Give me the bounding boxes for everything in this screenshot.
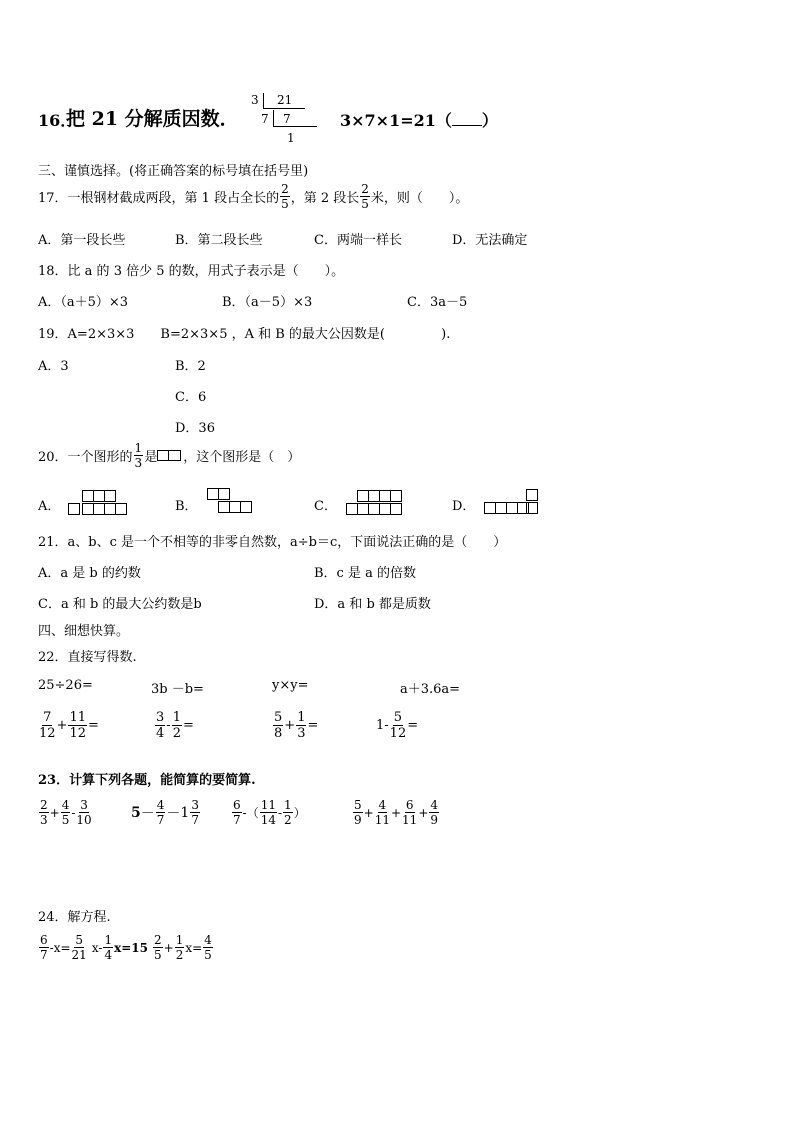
q20-fraction: $\frac{1}{3}$ (134, 441, 143, 470)
q21-option-a[interactable]: A．a 是 b 的约数 (38, 566, 141, 581)
q24-title: 24．解方程. (38, 910, 111, 925)
q21-option-b[interactable]: B．c 是 a 的倍数 (314, 566, 416, 581)
q20-option-c[interactable]: C． (314, 499, 337, 514)
section-3-heading: 三、谨慎选择。(将正确答案的标号填在括号里) (38, 164, 309, 179)
q22-row2-item3: $\frac{5}{8}$ + $\frac{1}{3}$ = (274, 710, 319, 741)
q22-row1-item4: a＋3.6a= (400, 682, 461, 697)
q21-option-d[interactable]: D．a 和 b 都是质数 (314, 597, 431, 612)
q17-option-a[interactable]: A．第一段长些 (38, 233, 126, 248)
q17-option-d[interactable]: D．无法确定 (452, 233, 528, 248)
q16-div-bottom: 1 (287, 131, 295, 145)
q17-fraction-1: $\frac{2}{5}$ (281, 182, 289, 211)
q20-square-2 (169, 450, 181, 461)
q16-text: 把 21 分解质因数． (66, 108, 239, 130)
q20-option-b[interactable]: B． (175, 499, 198, 514)
q20-text: 20．一个图形的 $\frac{1}{3}$ 是 ，这个图形是（ ） (38, 441, 301, 470)
q17-option-b[interactable]: B．第二段长些 (175, 233, 263, 248)
q22-title: 22．直接写得数. (38, 650, 137, 665)
q23-expr-1: $\frac{2}{3}$ + $\frac{4}{5}$ - $\frac{3}{10}$ (40, 798, 92, 827)
q20-option-d[interactable]: D． (452, 499, 476, 514)
q16-answer-blank[interactable] (452, 111, 482, 126)
q23-expr-3: $\frac{6}{7}$ -（ $\frac{11}{14}$ - $\frac{1}{2}$ ） (233, 798, 306, 827)
q16-result: 3×7×1=21（ ） (340, 111, 498, 130)
q16-div-line1 (263, 93, 264, 109)
q19-option-a[interactable]: A．3 (38, 359, 69, 374)
q17-option-c[interactable]: C．两端一样长 (314, 233, 402, 248)
q19-text: 19．A=2×3×3 B=2×3×5 ，A 和 B 的最大公因数是( ). (38, 327, 451, 342)
q24-equations: $\frac{6}{7}$ -x= $\frac{5}{21}$ x- $\frac{1}{4}$ x=15 $\frac{2}{5}$ + $\frac{1}{2}$ x= $\frac{4}{5}$ (40, 933, 212, 962)
q22-row2-item4: 1- $\frac{5}{12}$ = (376, 710, 419, 741)
q18-option-c[interactable]: C．3a－5 (407, 295, 468, 310)
q16-div-line3 (273, 110, 274, 127)
q16-number: 16． (38, 111, 77, 130)
q19-option-b[interactable]: B．2 (175, 359, 206, 374)
q19-option-c[interactable]: C．6 (175, 390, 207, 405)
q20-option-a[interactable]: A． (38, 499, 61, 514)
q21-option-c[interactable]: C．a 和 b 的最大公约数是b (38, 597, 202, 612)
q16-div-left1: 3 (251, 93, 259, 107)
q22-row1-item1: 25÷26= (38, 678, 93, 693)
q16-div-mid: 7 (283, 112, 291, 126)
q19-option-d[interactable]: D．36 (175, 421, 215, 436)
q23-expr-4: $\frac{5}{9}$ + $\frac{4}{11}$ + $\frac{6}{11}$ + $\frac{4}{9}$ (354, 798, 439, 827)
q21-text: 21．a、b、c 是一个不相等的非零自然数，a÷b＝c，下面说法正确的是（ ） (38, 535, 507, 550)
q16-div-top: 21 (277, 93, 293, 107)
q16-div-left2: 7 (261, 112, 269, 126)
q16-div-line2 (263, 108, 305, 109)
q17-text: 17．一根钢材截成两段，第 1 段占全长的 $\frac{2}{5}$ ，第 2 段长 $\frac{2}{5}$ 米，则（ ）。 (38, 182, 469, 211)
q22-row1-item3: y×y= (272, 678, 309, 693)
q20-square-1 (157, 450, 169, 461)
q23-title: 23．计算下列各题，能简算的要简算. (38, 773, 256, 788)
q18-option-b[interactable]: B．（a－5）×3 (222, 295, 313, 310)
q16-div-line4 (273, 126, 317, 127)
q17-fraction-2: $\frac{2}{5}$ (361, 182, 369, 211)
q18-option-a[interactable]: A．（a＋5）×3 (38, 295, 129, 310)
q22-row2-item1: $\frac{7}{12}$ + $\frac{11}{12}$ = (39, 710, 99, 741)
q23-expr-2: 5 － $\frac{4}{7}$ － 1 $\frac{3}{7}$ (131, 798, 199, 827)
section-4-heading: 四、细想快算。 (38, 624, 130, 639)
q22-row2-item2: $\frac{3}{4}$ - $\frac{1}{2}$ = (156, 710, 194, 741)
q18-text: 18．比 a 的 3 倍少 5 的数，用式子表示是（ ）。 (38, 264, 345, 279)
q22-row1-item2: 3b －b= (151, 682, 204, 697)
